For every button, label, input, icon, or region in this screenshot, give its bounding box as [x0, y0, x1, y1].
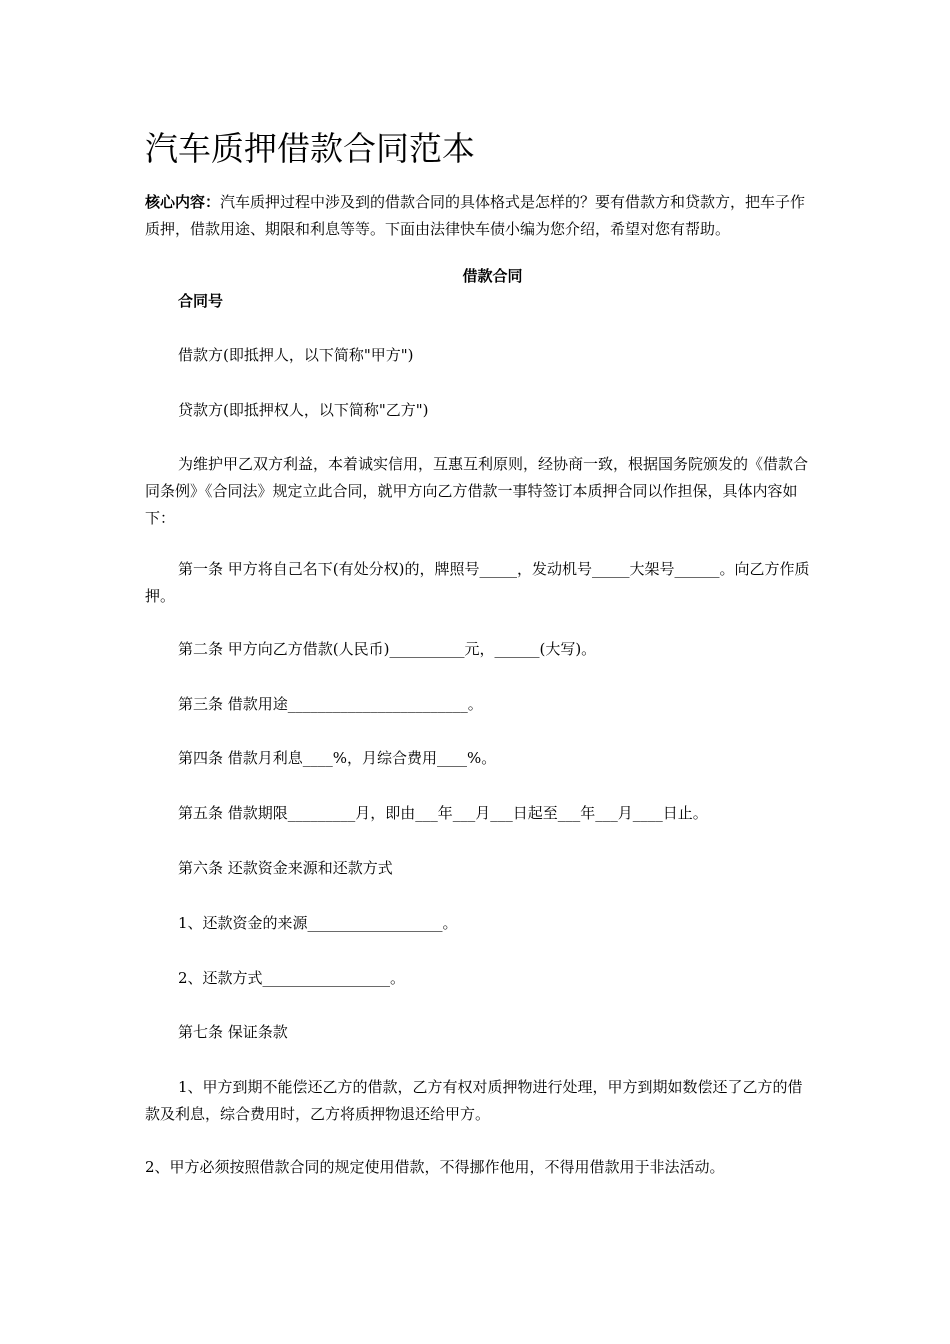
contract-heading: 借款合同 — [462, 267, 523, 285]
lender-line: 贷款方(即抵押权人，以下简称"乙方") — [178, 401, 429, 419]
borrower-line: 借款方(即抵押人，以下简称"甲方") — [178, 346, 414, 364]
article-2: 第二条 甲方向乙方借款(人民币)__________元，______(大写)。 — [178, 640, 597, 658]
article-5: 第五条 借款期限_________月，即由___年___月___日起至___年___月____日止。 — [178, 804, 708, 822]
article-6: 第六条 还款资金来源和还款方式 — [178, 859, 393, 877]
contract-number-label: 合同号 — [178, 292, 224, 310]
summary-label: 核心内容： — [145, 193, 221, 211]
article-1: 第一条 甲方将自己名下(有处分权)的，牌照号_____，发动机号_____大架号______。向乙方作质押。 — [145, 560, 810, 605]
article-7: 第七条 保证条款 — [178, 1023, 288, 1041]
preamble-paragraph: 为维护甲乙双方利益，本着诚实信用，互惠互利原则，经协商一致，根据国务院颁发的《借款合同条例》《合同法》规定立此合同，就甲方向乙方借款一事特签订本质押合同以作担保，具体内容如下： — [145, 455, 809, 527]
article-6-item-2: 2、还款方式_________________。 — [178, 969, 406, 987]
article-6-item-1: 1、还款资金的来源__________________。 — [178, 914, 458, 932]
document-title: 汽车质押借款合同范本 — [145, 129, 475, 168]
article-7-item-1: 1、甲方到期不能偿还乙方的借款，乙方有权对质押物进行处理，甲方到期如数偿还了乙方的借款及利息，综合费用时，乙方将质押物退还给甲方。 — [145, 1078, 803, 1123]
article-4: 第四条 借款月利息____%，月综合费用____%。 — [178, 749, 497, 767]
article-7-item-2: 2、甲方必须按照借款合同的规定使用借款，不得挪作他用，不得用借款用于非法活动。 — [145, 1158, 725, 1176]
summary-text: 汽车质押过程中涉及到的借款合同的具体格式是怎样的？要有借款方和贷款方，把车子作质押，借款用途、期限和利息等等。下面由法律快车债小编为您介绍，希望对您有帮助。 — [145, 193, 806, 238]
article-3: 第三条 借款用途________________________。 — [178, 695, 483, 713]
summary-paragraph — [145, 189, 810, 243]
